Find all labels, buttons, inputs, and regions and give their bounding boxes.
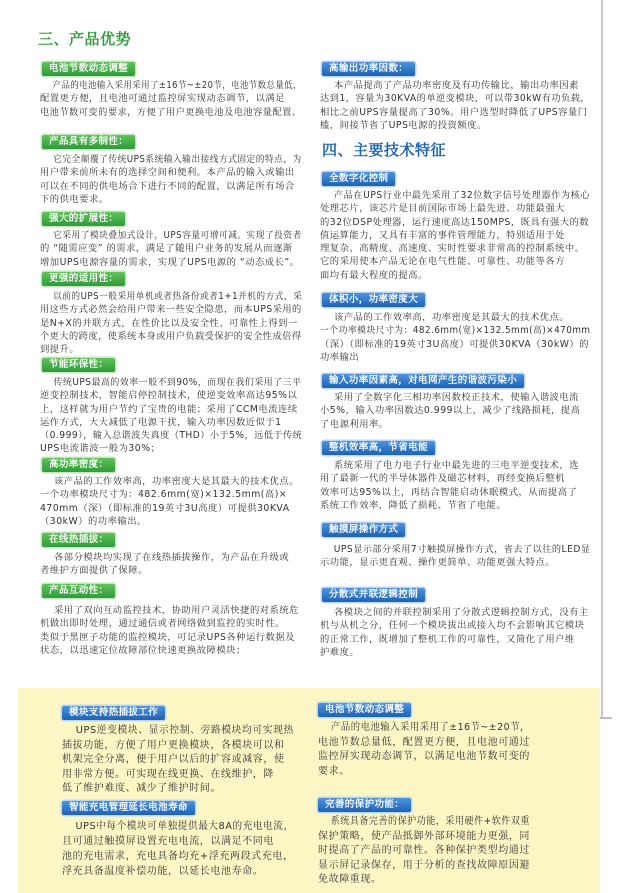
input-power-factor-text	[320, 391, 590, 431]
scalability-text	[40, 229, 302, 269]
text-line: 达到1，容量为30KVA的单逆变模块，可以带30kW有功负载，	[320, 93, 591, 105]
text-line: 本产品提高了产品功率密度及有功传输比，输出功率因素	[334, 80, 579, 91]
module-hot-swap-tag: 模块支持热插拔工作	[62, 706, 165, 720]
text-line: 者维护方面提供了保障。	[40, 565, 148, 577]
text-line: 面均有最大程度的提高。	[320, 269, 428, 281]
text-line: 类似于黑匣子功能的监控模块，可记录UPS各种运行数据及	[40, 631, 295, 643]
text-line: 且可通过触摸屏设置充电电流，以满足不同电	[62, 836, 274, 847]
text-line: 用非常方便。可实现在线更换、在线维护，降	[62, 768, 274, 780]
text-line: 逆变控制技术，智能启停控制技术，使逆变效率高达95%以	[40, 390, 298, 402]
distributed-parallel-control-tag: 分散式并联逻辑控制	[322, 588, 425, 602]
page-edge-line	[601, 0, 603, 718]
text-line: 产品在UPS行业中最先采用了32位数字信号处理器作为核心	[333, 190, 590, 201]
digital-control-text	[320, 189, 590, 282]
energy-saving-tag: 节能环保性：	[42, 358, 115, 372]
text-line: UPS电流谐波一般为30%；	[40, 443, 161, 455]
battery-count-adjustment-box-text	[318, 721, 530, 779]
text-line: 的 “随需应变” 的需求，满足了随用户业务的发展从而逐渐	[40, 243, 293, 255]
text-line: （深）（即标准的19英寸3U高度）可提供30KVA（30kW）的	[320, 338, 589, 350]
text-line: 增加UPS电源容量的需求，实现了UPS电源的 “动态成长”。	[40, 256, 300, 268]
text-line: 个更大的跨度，使系统本身或用户负载受保护的安全性成倍得	[40, 330, 302, 342]
text-line: 用户带来前所未有的选择空间和便利。本产品的输入或输出	[40, 167, 295, 179]
text-line: 机与从机之分，任何一个模块拔出或接入均不会影响其它模块	[320, 620, 585, 632]
text-line: 以前的UPS一般采用单机或者热备份或者1+1并机的方式，采	[53, 291, 303, 302]
text-line: 运作方式，大大减低了电源干扰，输入功率因数近似于1	[40, 416, 282, 428]
protection-functions-tag: 完善的保护功能：	[318, 798, 411, 812]
text-line: 理复杂、高精度、高速度、实时性要求非常高的控制系统中。	[320, 243, 585, 255]
text-line: 处理芯片，该芯片是目前国际市场上最先进、功能最强大	[320, 203, 565, 215]
text-line: 它完全颠覆了传统UPS系统输入输出接线方式固定的特点，为	[53, 154, 302, 165]
module-hot-swap-text	[62, 724, 294, 797]
text-line: 监控屏实现动态调节，以满足电池节数可变的	[318, 751, 530, 762]
text-line: 它采用了模块叠加式设计，UPS容量可增可减。实现了投资者	[53, 230, 302, 241]
text-line: 插拔功能，方便了用户更换模块，各模块可以和	[62, 739, 285, 751]
text-line: 机架完全分离，便于用户以后的扩容或减容，使	[62, 754, 285, 765]
high-output-power-factor-tag: 高输出功率因数：	[322, 62, 415, 76]
text-line: 采用了双向互动监控技术，协助用户灵活快捷的对系统危	[54, 605, 299, 616]
text-line: 采用了全数字化三相功率因数校正技术，使输入谐波电流	[334, 392, 579, 403]
battery-count-adjustment-box-tag: 电池节数动态调整	[318, 703, 411, 717]
heading-technical-features: 四、主要技术特征	[322, 141, 447, 159]
interactivity-tag: 产品互动性：	[42, 584, 115, 598]
scalability-tag: 强大的扩展性：	[42, 212, 125, 226]
input-power-factor-tag: 输入功率因素高，对电网产生的谐波污染小	[322, 374, 524, 388]
protection-functions-text	[318, 815, 530, 888]
heading-product-advantages: 三、产品优势	[38, 30, 132, 48]
high-output-power-factor-text	[320, 79, 590, 132]
text-line: 槛，间接节省了UPS电源的投资额度。	[320, 119, 487, 131]
text-line: 各部分模块均实现了在线热插拔操作，为产品在升级或	[54, 552, 290, 563]
text-line: 产品的电池输入采用采用了±16节~±20节，电池节数总量低，	[52, 80, 302, 91]
text-line: 示功能，显示更直观、操作更简单、功能更强大特点。	[320, 557, 556, 569]
text-line: 相比之前UPS容量提高了30%。用户选型时降低了UPS容量门	[320, 106, 588, 118]
text-line: 它的采用使本产品无论在电气性能、可靠性、功能等各方	[320, 256, 565, 268]
text-line: 了电源利用率。	[320, 418, 389, 430]
text-line: 系统具备完善的保护功能，采用硬件+软件双重	[330, 816, 530, 827]
text-line: 可以在不同的供电场合下进行不同的配置，以满足所有场合	[40, 180, 295, 192]
text-line: 功率输出	[320, 351, 360, 363]
text-line: 保护策略，使产品抵御外部环境能力更强，同	[318, 830, 530, 842]
digital-control-tag: 全数字化控制	[322, 172, 395, 186]
battery-count-adjustment-text	[40, 79, 302, 119]
text-line: 小5%，输入功率因数达0.999以上，减少了线路损耗，提高	[320, 405, 581, 417]
compact-size-tag: 体积小，功率密度大	[322, 293, 425, 307]
smart-charging-text	[62, 819, 294, 879]
text-line: 电池节数可变的要求，方便了用户更换电池及电池容量配置。	[40, 106, 302, 118]
text-line: 到提升。	[40, 344, 80, 356]
text-line: 产品的电池输入采用采用了±16节~±20节，	[331, 722, 530, 733]
multi-configuration-text	[40, 153, 302, 206]
text-line: UPS中每个模块可单独提供最大8A的充电电流，	[75, 821, 294, 832]
distributed-parallel-control-text	[320, 606, 590, 659]
text-line: 浮充具备温度补偿功能，以延长电池寿命。	[62, 866, 264, 877]
text-line: 用这些方式必然会给用户带来一些安全隐患，而本UPS采用的	[40, 304, 302, 316]
text-line: 时提高了产品的可靠性。各种保护类型均通过	[318, 845, 530, 856]
text-line: （30kW）的功率输出。	[40, 515, 147, 527]
text-line: 一个功率模块尺寸为：482.6mm(宽)×132.5mm(高)×470mm	[320, 325, 591, 337]
text-line: UPS逆变模块、显示控制、旁路模块均可实现热	[75, 725, 294, 736]
compact-size-text	[320, 311, 590, 364]
text-line: 低了维护难度、减少了维护时间。	[62, 783, 221, 794]
text-line: 各模块之间的并联控制采用了分散式逻辑控制方式，没有主	[334, 607, 589, 618]
text-line: 系统工作效率，降低了损耗、节省了电能。	[320, 499, 507, 511]
text-line: 状态，以迅速定位故障部位快速更换故障模块；	[40, 644, 246, 656]
text-line: 该产品的工作效率高，功率密度是其最大的技术优点。	[334, 312, 570, 323]
multi-configuration-tag: 产品具有多制性：	[42, 135, 135, 149]
text-line: 系统采用了电力电子行业中最先进的三电平逆变技术，选	[334, 460, 579, 471]
touchscreen-tag: 触摸屏操作方式	[322, 523, 405, 537]
text-line: （0.999），输入总谐波失真度（THD）小于5%，远低于传统	[40, 430, 303, 442]
applicability-tag: 更强的适用性：	[42, 272, 125, 286]
smart-charging-tag: 智能充电管理延长电池寿命	[62, 801, 195, 815]
text-line: 显示屏记录保存，用于分析的查找故障原因避	[318, 859, 530, 871]
battery-count-adjustment-tag: 电池节数动态调整	[42, 62, 135, 76]
text-line: 一个功率模块尺寸为：482.6mm(宽)×132.5mm(高)×	[40, 489, 288, 501]
text-line: 要求。	[318, 765, 350, 777]
text-line: 470mm（深）（即标准的19英寸3U高度）可提供30KVA	[40, 502, 290, 514]
energy-saving-text	[40, 376, 302, 456]
text-line: 机做出即时处理，通过通信或者网络做到监控的实时性。	[40, 618, 285, 630]
text-line: 配置更方便，且电池可通过监控屏实现动态调节，以满足	[40, 93, 285, 105]
touchscreen-text	[320, 543, 590, 570]
power-density-text	[40, 475, 302, 528]
efficiency-tag: 整机效率高，节省电能	[322, 441, 435, 455]
text-line: 电池节数总量低，配置更方便，且电池可通过	[318, 736, 530, 748]
efficiency-text	[320, 459, 590, 512]
text-line: 该产品的工作效率高，功率密度大是其最大的技术优点。	[54, 476, 299, 487]
text-line: 值运算能力，又具有丰富的事件管理能力，特别适用于处	[320, 229, 565, 241]
text-line: UPS显示部分采用7寸触摸屏操作方式，省去了以往的LED显	[333, 544, 591, 555]
text-line: 免故障重现。	[318, 874, 382, 885]
hot-swap-tag: 在线热插拔：	[42, 533, 115, 547]
power-density-tag: 高功率密度：	[42, 458, 115, 472]
text-line: 的正常工作，既增加了整机工作的可靠性，又简化了用户维	[320, 633, 575, 645]
text-line: 的32位DSP处理器，运行速度高达150MPS，既具有强大的数	[320, 216, 590, 228]
text-line: 是N+X的并联方式，在性价比以及安全性、可靠性上得到一	[40, 317, 298, 329]
applicability-text	[40, 290, 302, 356]
text-line: 上，这样就为用户节约了宝贵的电能；采用了CCM电流连续	[40, 403, 298, 415]
text-line: 传统UPS最高的效率一般不到90%，而现在我们采用了三平	[53, 377, 302, 388]
text-line: 用了最新一代的半导体器件及磁芯材料，再经变换后整机	[320, 473, 565, 485]
text-line: 护难度。	[320, 646, 360, 658]
interactivity-text	[40, 604, 302, 657]
hot-swap-text	[40, 551, 302, 578]
text-line: 下的供电要求。	[40, 193, 109, 205]
text-line: 效率可达95%以上，再结合智能启动休眠模式，从而提高了	[320, 486, 578, 498]
text-line: 池的充电需求，充电具备均充+浮充两段式充电，	[62, 851, 294, 862]
